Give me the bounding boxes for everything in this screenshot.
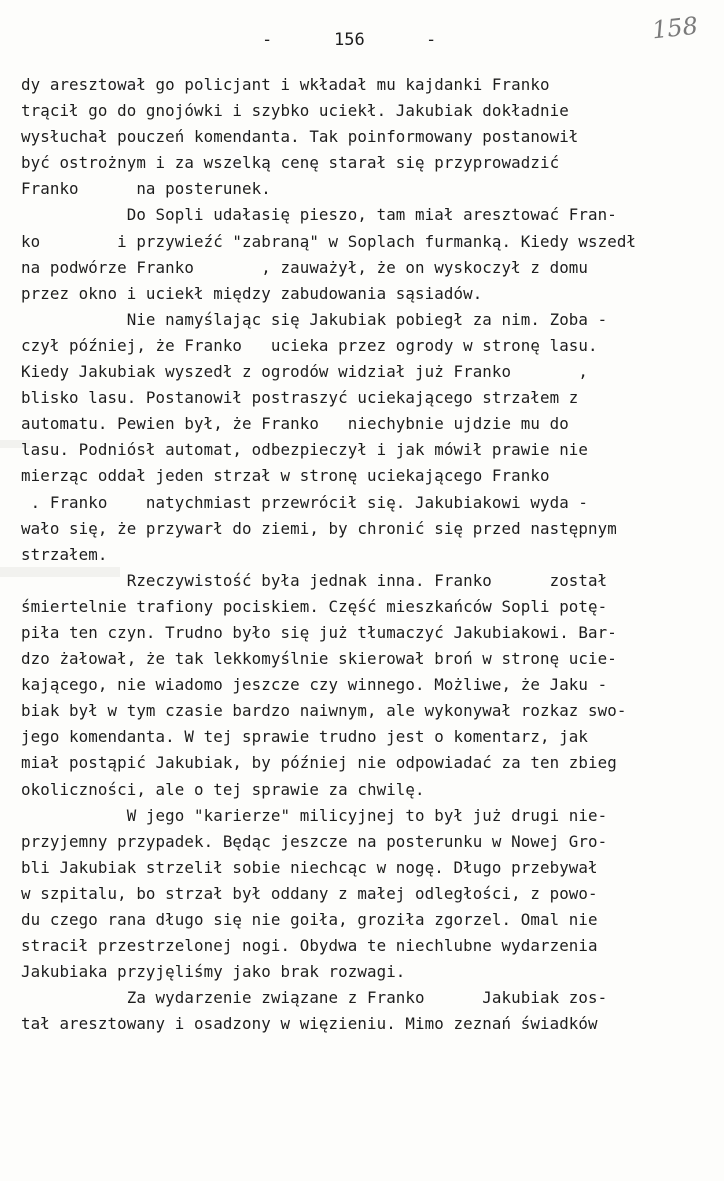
text-line: przez okno i uciekł między zabudowania sąsiadów. xyxy=(21,283,483,303)
text-line: piła ten czyn. Trudno było się już tłumaczyć Jakubiakowi. Bar- xyxy=(21,622,617,642)
text-line: biak był w tym czasie bardzo naiwnym, ale wykonywał rozkaz swo- xyxy=(21,701,627,721)
header-dash-left: - xyxy=(262,30,273,50)
text-line: miał postąpić Jakubiak, by później nie odpowiadać za ten zbieg xyxy=(21,753,617,773)
text-line: strzałem. xyxy=(21,544,108,564)
text-line: du czego rana długo się nie goiła, groziła zgorzel. Omal nie xyxy=(21,910,598,929)
text-line: na podwórze Franko , zauważył, że on wyskoczył z domu xyxy=(21,257,589,277)
text-line: w szpitalu, bo strzał był oddany z małej odległości, z powo- xyxy=(21,883,598,903)
header-dash-right: - xyxy=(426,30,437,50)
body-text xyxy=(21,72,676,1037)
text-line: śmiertelnie trafiony pociskiem. Część mieszkańców Sopli potę- xyxy=(21,596,608,616)
text-line: Kiedy Jakubiak wyszedł z ogrodów widział już Franko , xyxy=(21,362,589,382)
text-line: Nie namyślając się Jakubiak pobiegł za nim. Zoba - xyxy=(21,309,608,329)
text-line: być ostrożnym i za wszelką cenę starał się przyprowadzić xyxy=(21,153,560,173)
text-line: tał aresztowany i osadzony w więzieniu. Mimo zeznań świadków xyxy=(21,1014,598,1034)
text-line: okoliczności, ale o tej sprawie za chwilę. xyxy=(21,779,425,799)
text-line: trącił go do gnojówki i szybko uciekł. Jakubiak dokładnie xyxy=(21,101,569,121)
text-line: wało się, że przywarł do ziemi, by chronić się przed następnym xyxy=(21,518,617,538)
text-line: czył później, że Franko ucieka przez ogrody w stronę lasu. xyxy=(21,335,598,355)
text-line: wysłuchał pouczeń komendanta. Tak poinformowany postanowił xyxy=(21,127,579,147)
page-header xyxy=(0,30,724,56)
text-line: bli Jakubiak strzelił sobie niechcąc w nogę. Długo przebywał xyxy=(21,857,598,877)
text-line: dzo żałował, że tak lekkomyślnie skierował broń w stronę ucie- xyxy=(21,649,617,669)
text-line: stracił przestrzelonej nogi. Obydwa te niechlubne wydarzenia xyxy=(21,936,598,956)
text-line: W jego "karierze" milicyjnej to był już drugi nie- xyxy=(21,805,608,825)
text-line: dy aresztował go policjant i wkładał mu kajdanki Franko xyxy=(21,75,550,94)
text-line: ko i przywieźć "zabraną" w Soplach furmanką. Kiedy wszedł xyxy=(21,231,637,251)
text-line: kającego, nie wiadomo jeszcze czy winnego. Możliwe, że Jaku - xyxy=(21,675,608,695)
text-line: Jakubiaka przyjęliśmy jako brak rozwagi. xyxy=(21,962,406,982)
text-line: jego komendanta. W tej sprawie trudno jest o komentarz, jak xyxy=(21,727,589,747)
text-line: . Franko natychmiast przewrócił się. Jakubiakowi wyda - xyxy=(21,492,589,512)
text-line: Rzeczywistość była jednak inna. Franko został xyxy=(21,570,608,590)
text-line: automatu. Pewien był, że Franko niechybnie ujdzie mu do xyxy=(21,414,569,434)
text-line: lasu. Podniósł automat, odbezpieczył i jak mówił prawie nie xyxy=(21,440,589,460)
text-line: Do Sopli udałasię pieszo, tam miał aresztować Fran- xyxy=(21,205,617,225)
text-line: blisko lasu. Postanowił postraszyć uciekającego strzałem z xyxy=(21,388,579,408)
page-number: 156 xyxy=(334,30,365,50)
text-line: Za wydarzenie związane z Franko Jakubiak zos- xyxy=(21,988,608,1008)
text-line: mierząc oddał jeden strzał w stronę uciekającego Franko xyxy=(21,466,550,486)
text-line: przyjemny przypadek. Będąc jeszcze na posterunku w Nowej Gro- xyxy=(21,831,608,851)
handwritten-page-number: 158 xyxy=(650,11,700,45)
text-line: Franko na posterunek. xyxy=(21,179,271,199)
